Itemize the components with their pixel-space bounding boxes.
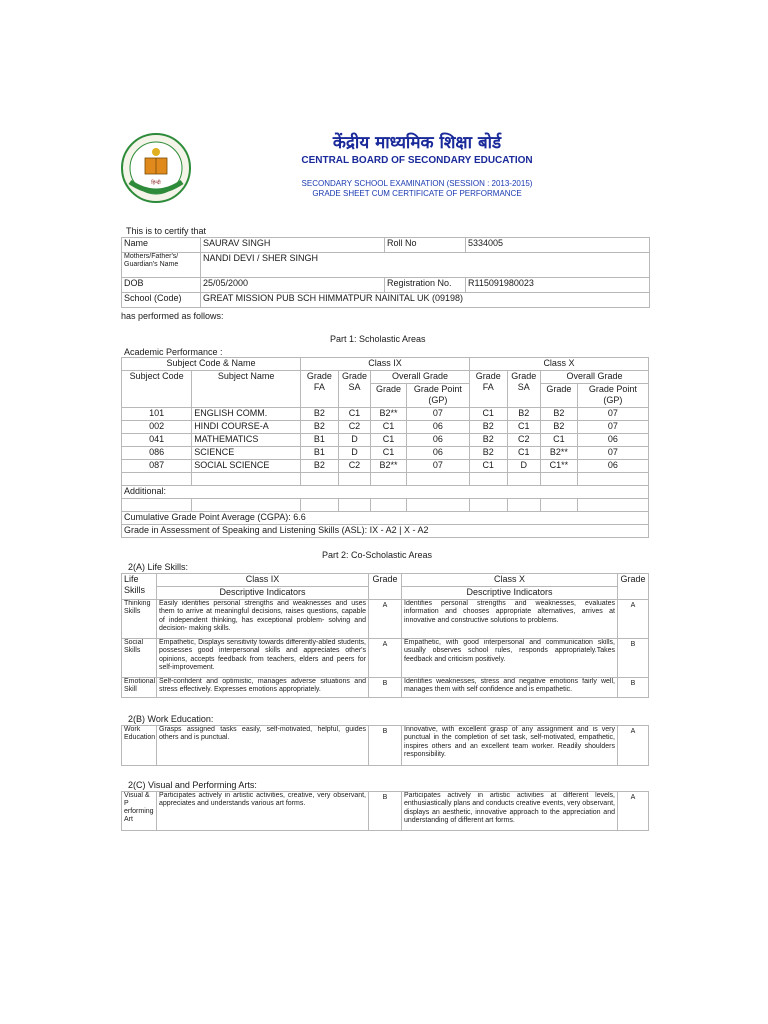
x-grade-header: Grade [541, 384, 578, 408]
registration-value: R115091980023 [466, 278, 650, 293]
x-sa: C1 [507, 447, 541, 460]
ix-gp: 06 [406, 434, 469, 447]
cgpa-text: Cumulative Grade Point Average (CGPA): 6.6 [122, 512, 649, 525]
subject-code: 041 [122, 434, 192, 447]
x-grade-header: Grade [618, 574, 649, 600]
ix-grade-point-header: Grade Point (GP) [406, 384, 469, 408]
work-education-title: 2(B) Work Education: [128, 714, 214, 724]
subject-name: MATHEMATICS [192, 434, 301, 447]
class-ix-header: Class IX [157, 574, 369, 587]
arts-label: Visual & P erforming Art [122, 792, 157, 831]
additional-empty-row [122, 499, 649, 512]
ix-grade: B2** [371, 460, 407, 473]
ix-fa: B2 [301, 408, 339, 421]
ix-overall-grade-header: Overall Grade [371, 371, 470, 384]
x-fa: B2 [469, 434, 507, 447]
ix-grade-header: Grade [371, 384, 407, 408]
class-x-header: Class X [402, 574, 618, 587]
class-x-header: Class X [469, 358, 648, 371]
subject-code: 002 [122, 421, 192, 434]
ix-grade: B [369, 792, 402, 831]
life-skill-row [122, 678, 649, 698]
work-label: Work Education [122, 726, 157, 766]
ix-grade-fa-header: Grade FA [301, 371, 339, 408]
x-grade-fa-header: Grade FA [469, 371, 507, 408]
class-ix-header: Class IX [301, 358, 470, 371]
x-grade: B2** [541, 447, 578, 460]
x-fa: C1 [469, 408, 507, 421]
subject-row [122, 460, 649, 473]
arts-title: 2(C) Visual and Performing Arts: [128, 780, 257, 790]
ix-grade: A [369, 639, 402, 678]
skill-label: Thinking Skills [122, 600, 157, 639]
x-fa: C1 [469, 460, 507, 473]
x-grade: C1 [541, 434, 578, 447]
guardian-value: NANDI DEVI / SHER SINGH [201, 253, 650, 278]
subject-row [122, 421, 649, 434]
dob-label: DOB [122, 278, 201, 293]
ix-grade: C1 [371, 447, 407, 460]
ix-gp: 06 [406, 421, 469, 434]
part2-title: Part 2: Co-Scholastic Areas [322, 550, 433, 560]
x-gp: 07 [577, 447, 648, 460]
student-details-table [121, 237, 650, 308]
x-sa: C1 [507, 421, 541, 434]
ix-fa: B1 [301, 434, 339, 447]
life-skills-header: Life Skills [122, 574, 157, 600]
school-label: School (Code) [122, 293, 201, 308]
cbse-logo-icon [120, 132, 192, 204]
dob-value: 25/05/2000 [201, 278, 385, 293]
life-skills-table [121, 573, 649, 698]
subject-name: SCIENCE [192, 447, 301, 460]
ix-grade: B [369, 678, 402, 698]
x-overall-grade-header: Overall Grade [541, 371, 649, 384]
x-descriptor: Identifies personal strengths and weaknesses, evaluates information and chooses appropriate alternatives, arrives at innovative and constructive solutions to problems. [402, 600, 618, 639]
school-value: GREAT MISSION PUB SCH HIMMATPUR NAINITAL UK (09198) [201, 293, 650, 308]
exam-session-line: SECONDARY SCHOOL EXAMINATION (SESSION : 2013-2015) [301, 179, 533, 188]
ix-descriptive-header: Descriptive Indicators [157, 587, 369, 600]
x-sa: C2 [507, 434, 541, 447]
ix-gp: 07 [406, 408, 469, 421]
subject-code: 086 [122, 447, 192, 460]
ix-gp: 07 [406, 460, 469, 473]
ix-descriptor: Easily identifies personal strengths and weaknesses and uses them to arrive at meaningful decisions, raises questions, capable of independent thinking, has exceptional problem- solving and decision- making skills. [157, 600, 369, 639]
ix-descriptor: Self-confident and optimistic, manages adverse situations and stress effectively. Expresses emotions appropriately. [157, 678, 369, 698]
registration-label: Registration No. [385, 278, 466, 293]
roll-value: 5334005 [466, 238, 650, 253]
academic-performance-label: Academic Performance : [124, 347, 223, 357]
skill-label: Emotional Skill [122, 678, 157, 698]
ix-grade: B [369, 726, 402, 766]
subject-name-header: Subject Name [192, 371, 301, 408]
scholastic-table [121, 357, 649, 538]
x-grade-point-header: Grade Point (GP) [577, 384, 648, 408]
x-gp: 07 [577, 408, 648, 421]
x-grade-sa-header: Grade SA [507, 371, 541, 408]
name-label: Name [122, 238, 201, 253]
guardian-label: Mothers/Father's/ Guardian's Name [122, 253, 201, 278]
x-grade: B2 [541, 421, 578, 434]
performed-text: has performed as follows: [121, 311, 224, 321]
subject-row [122, 434, 649, 447]
ix-gp: 06 [406, 447, 469, 460]
subject-name: HINDI COURSE-A [192, 421, 301, 434]
ix-sa: D [338, 434, 371, 447]
x-descriptor: Participates actively in artistic activities at different levels, enthusiastically plans and conducts creative events, very observant, displays an aesthetic, innovative approach to the appreciation and understanding of different art forms. [402, 792, 618, 831]
subject-name: ENGLISH COMM. [192, 408, 301, 421]
x-grade: A [618, 726, 649, 766]
name-value: SAURAV SINGH [201, 238, 385, 253]
empty-row [122, 473, 649, 486]
ix-fa: B1 [301, 447, 339, 460]
part1-title: Part 1: Scholastic Areas [330, 334, 426, 344]
roll-label: Roll No [385, 238, 466, 253]
skill-label: Social Skills [122, 639, 157, 678]
subject-code-header: Subject Code [122, 371, 192, 408]
ix-fa: B2 [301, 421, 339, 434]
ix-grade-header: Grade [369, 574, 402, 600]
subject-row [122, 447, 649, 460]
arts-table [121, 791, 649, 831]
x-sa: D [507, 460, 541, 473]
english-board-title: CENTRAL BOARD OF SECONDARY EDUCATION [301, 155, 533, 166]
ix-grade-sa-header: Grade SA [338, 371, 371, 408]
subject-row [122, 408, 649, 421]
ix-grade: C1 [371, 434, 407, 447]
life-skill-row [122, 639, 649, 678]
subject-code-name-header: Subject Code & Name [122, 358, 301, 371]
ix-sa: C1 [338, 408, 371, 421]
x-gp: 07 [577, 421, 648, 434]
x-grade: B [618, 678, 649, 698]
x-grade: B2 [541, 408, 578, 421]
life-skills-title: 2(A) Life Skills: [128, 562, 189, 572]
hindi-board-title: केंद्रीय माध्यमिक शिक्षा बोर्ड [332, 133, 502, 153]
x-grade: B [618, 639, 649, 678]
ix-sa: C2 [338, 460, 371, 473]
ix-sa: D [338, 447, 371, 460]
ix-descriptor: Grasps assigned tasks easily, self-motivated, helpful, guides others and is punctual. [157, 726, 369, 766]
certify-intro: This is to certify that [126, 226, 207, 236]
x-grade: A [618, 600, 649, 639]
x-sa: B2 [507, 408, 541, 421]
ix-grade: B2** [371, 408, 407, 421]
x-gp: 06 [577, 460, 648, 473]
work-education-table [121, 725, 649, 766]
x-grade: A [618, 792, 649, 831]
x-descriptive-header: Descriptive Indicators [402, 587, 618, 600]
x-fa: B2 [469, 447, 507, 460]
x-descriptor: Identifies weaknesses, stress and negative emotions fairly well, manages them with self confidence and is empathetic. [402, 678, 618, 698]
subject-code: 101 [122, 408, 192, 421]
life-skill-row [122, 600, 649, 639]
certificate-title: GRADE SHEET CUM CERTIFICATE OF PERFORMANCE [312, 189, 522, 198]
x-gp: 06 [577, 434, 648, 447]
x-descriptor: Empathetic, with good interpersonal and communication skills, usually observes school rules, responds appropriately.Takes feedback and criticism positively. [402, 639, 618, 678]
svg-text:हिन्दी: हिन्दी [151, 180, 161, 186]
subject-code: 087 [122, 460, 192, 473]
x-fa: B2 [469, 421, 507, 434]
subject-name: SOCIAL SCIENCE [192, 460, 301, 473]
ix-grade: C1 [371, 421, 407, 434]
asl-text: Grade in Assessment of Speaking and Listening Skills (ASL): IX - A2 | X - A2 [122, 525, 649, 538]
ix-fa: B2 [301, 460, 339, 473]
ix-grade: A [369, 600, 402, 639]
additional-row [122, 486, 649, 499]
additional-label: Additional: [122, 486, 649, 499]
ix-sa: C2 [338, 421, 371, 434]
x-descriptor: Innovative, with excellent grasp of any assignment and is very punctual in the completion of set task, self-motivated, empathetic, inspires others and an excellent team worker. Readily shoulders responsibility. [402, 726, 618, 766]
ix-descriptor: Participates actively in artistic activities, creative, very observant, appreciates and understands various art forms. [157, 792, 369, 831]
x-grade: C1** [541, 460, 578, 473]
ix-descriptor: Empathetic, Displays sensitivity towards differently-abled students, possesses good interpersonal skills and appreciates other's opinions, accepts feedback from teachers, elders and peers for self-improvement. [157, 639, 369, 678]
